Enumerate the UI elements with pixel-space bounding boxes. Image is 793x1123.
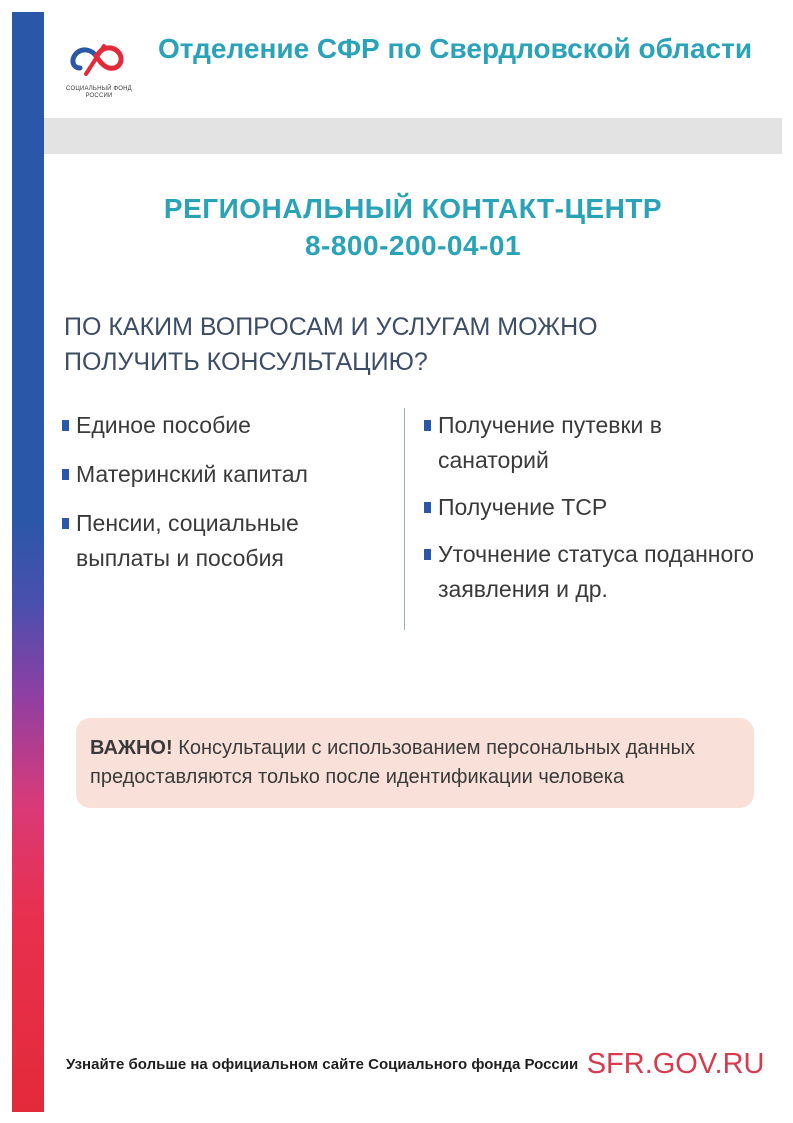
footer-site-link[interactable]: SFR.GOV.RU [586,1048,765,1080]
important-label: ВАЖНО! [90,737,173,759]
list-item-label: Материнский капитал [76,461,308,487]
contact-center-title: РЕГИОНАЛЬНЫЙ КОНТАКТ-ЦЕНТР [163,193,663,224]
square-bullet-icon [424,549,431,560]
list-item [62,408,382,443]
list-item-label: Получение ТСР [438,494,608,520]
list-item-label: Единое пособие [76,412,251,438]
contact-center-phone: 8-800-200-04-01 [304,230,522,261]
header-grey-band [44,118,782,154]
square-bullet-icon [62,518,69,529]
important-notice-text [90,734,750,792]
square-bullet-icon [62,469,69,480]
list-item [62,457,382,492]
list-item-label: Получение путевки в санаторий [438,412,663,473]
footer-text: Узнайте больше на официальном сайте Социального фонда России [66,1056,579,1073]
question-heading: ПО КАКИМ ВОПРОСАМ И УСЛУГАМ МОЖНО ПОЛУЧИТЬ КОНСУЛЬТАЦИЮ? [64,313,598,376]
square-bullet-icon [424,502,431,513]
footer [66,1048,766,1081]
column-divider [404,408,405,630]
list-item-label: Уточнение статуса поданного заявления и др. [438,541,754,602]
list-item [424,537,774,607]
list-item [424,490,774,525]
right-services-list [424,408,774,619]
square-bullet-icon [424,420,431,431]
left-gradient-stripe [12,12,44,1112]
list-item [424,408,774,478]
square-bullet-icon [62,420,69,431]
left-services-list [62,408,382,590]
logo-caption: СОЦИАЛЬНЫЙ ФОНД РОССИИ [66,86,132,99]
list-item [62,506,382,576]
important-notice [76,718,754,808]
list-item-label: Пенсии, социальные выплаты и пособия [76,510,299,571]
page-title: Отделение СФР по Свердловской области [158,33,753,64]
important-body: Консультации с использованием персональных данных предоставляются только после идентификации человека [90,737,696,788]
